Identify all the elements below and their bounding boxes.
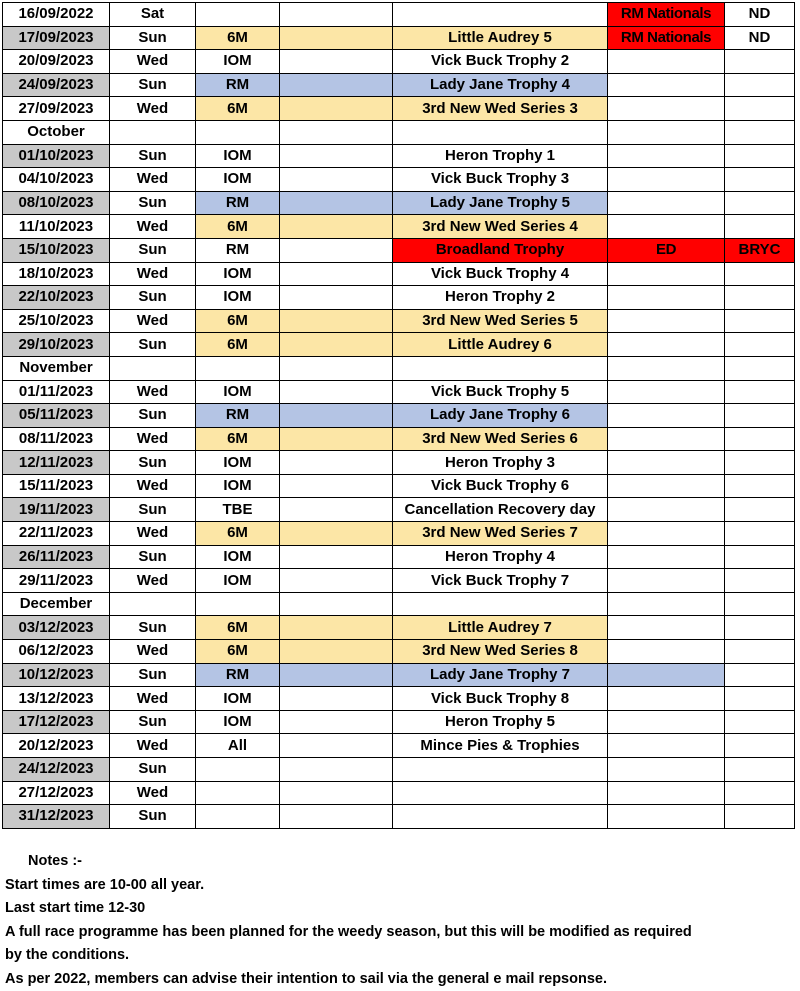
organiser-cell: ND xyxy=(725,3,795,27)
schedule-row xyxy=(3,50,795,74)
class-cell: IOM xyxy=(196,380,280,404)
event-cell: Lady Jane Trophy 7 xyxy=(393,663,608,687)
venue-cell xyxy=(608,781,725,805)
organiser-cell xyxy=(725,309,795,333)
schedule-row xyxy=(3,710,795,734)
schedule-row xyxy=(3,26,795,50)
event-cell xyxy=(393,805,608,829)
spacer-cell xyxy=(280,427,393,451)
event-cell xyxy=(393,758,608,782)
day-cell: Wed xyxy=(110,309,196,333)
organiser-cell xyxy=(725,333,795,357)
organiser-cell xyxy=(725,592,795,616)
event-cell: Vick Buck Trophy 6 xyxy=(393,474,608,498)
date-cell: 19/11/2023 xyxy=(3,498,110,522)
venue-cell xyxy=(608,427,725,451)
venue-cell xyxy=(608,309,725,333)
spacer-cell xyxy=(280,97,393,121)
venue-cell xyxy=(608,356,725,380)
schedule-row xyxy=(3,805,795,829)
day-cell: Sun xyxy=(110,758,196,782)
day-cell: Sun xyxy=(110,451,196,475)
day-cell: Sun xyxy=(110,238,196,262)
event-cell: Lady Jane Trophy 5 xyxy=(393,191,608,215)
event-cell: 3rd New Wed Series 4 xyxy=(393,215,608,239)
spacer-cell xyxy=(280,120,393,144)
organiser-cell xyxy=(725,498,795,522)
organiser-cell xyxy=(725,404,795,428)
class-cell xyxy=(196,120,280,144)
spacer-cell xyxy=(280,144,393,168)
day-cell: Wed xyxy=(110,262,196,286)
class-cell: IOM xyxy=(196,451,280,475)
venue-cell xyxy=(608,474,725,498)
venue-cell: RM Nationals xyxy=(608,26,725,50)
schedule-row xyxy=(3,73,795,97)
event-cell: Little Audrey 7 xyxy=(393,616,608,640)
day-cell: Wed xyxy=(110,781,196,805)
day-cell xyxy=(110,592,196,616)
event-cell: Vick Buck Trophy 3 xyxy=(393,168,608,192)
venue-cell xyxy=(608,592,725,616)
venue-cell xyxy=(608,97,725,121)
organiser-cell xyxy=(725,286,795,310)
day-cell: Wed xyxy=(110,215,196,239)
day-cell: Sun xyxy=(110,805,196,829)
spacer-cell xyxy=(280,569,393,593)
event-cell: 3rd New Wed Series 3 xyxy=(393,97,608,121)
spacer-cell xyxy=(280,73,393,97)
schedule-row xyxy=(3,734,795,758)
event-cell: Heron Trophy 3 xyxy=(393,451,608,475)
organiser-cell xyxy=(725,522,795,546)
spacer-cell xyxy=(280,498,393,522)
organiser-cell xyxy=(725,380,795,404)
day-cell xyxy=(110,356,196,380)
date-cell: 04/10/2023 xyxy=(3,168,110,192)
spacer-cell xyxy=(280,640,393,664)
date-cell: 08/11/2023 xyxy=(3,427,110,451)
class-cell: RM xyxy=(196,191,280,215)
date-cell: 20/12/2023 xyxy=(3,734,110,758)
schedule-row xyxy=(3,168,795,192)
organiser-cell xyxy=(725,758,795,782)
day-cell: Sun xyxy=(110,710,196,734)
day-cell: Wed xyxy=(110,569,196,593)
day-cell: Wed xyxy=(110,474,196,498)
venue-cell xyxy=(608,380,725,404)
event-cell: 3rd New Wed Series 5 xyxy=(393,309,608,333)
class-cell xyxy=(196,805,280,829)
note-line: Start times are 10-00 all year. xyxy=(5,876,205,893)
class-cell: IOM xyxy=(196,569,280,593)
schedule-row xyxy=(3,286,795,310)
spacer-cell xyxy=(280,474,393,498)
date-cell: 17/09/2023 xyxy=(3,26,110,50)
venue-cell xyxy=(608,50,725,74)
schedule-row xyxy=(3,3,795,27)
event-cell: Vick Buck Trophy 4 xyxy=(393,262,608,286)
note-line: A full race programme has been planned for the weedy season, but this will be modified as required xyxy=(5,923,692,940)
date-cell: 01/10/2023 xyxy=(3,144,110,168)
organiser-cell xyxy=(725,215,795,239)
day-cell: Sun xyxy=(110,191,196,215)
venue-cell xyxy=(608,805,725,829)
date-cell: 10/12/2023 xyxy=(3,663,110,687)
date-cell: 03/12/2023 xyxy=(3,616,110,640)
event-cell: Heron Trophy 4 xyxy=(393,545,608,569)
date-cell: 08/10/2023 xyxy=(3,191,110,215)
class-cell: IOM xyxy=(196,144,280,168)
spacer-cell xyxy=(280,734,393,758)
date-cell: 27/09/2023 xyxy=(3,97,110,121)
venue-cell xyxy=(608,168,725,192)
day-cell: Sat xyxy=(110,3,196,27)
date-cell: 27/12/2023 xyxy=(3,781,110,805)
class-cell xyxy=(196,592,280,616)
organiser-cell xyxy=(725,168,795,192)
organiser-cell xyxy=(725,805,795,829)
spacer-cell xyxy=(280,687,393,711)
organiser-cell xyxy=(725,616,795,640)
class-cell: 6M xyxy=(196,616,280,640)
organiser-cell xyxy=(725,781,795,805)
event-cell: Heron Trophy 2 xyxy=(393,286,608,310)
organiser-cell xyxy=(725,427,795,451)
schedule-row xyxy=(3,191,795,215)
event-cell: Cancellation Recovery day xyxy=(393,498,608,522)
note-line: As per 2022, members can advise their intention to sail via the general e mail repsonse. xyxy=(5,970,607,987)
date-cell: 06/12/2023 xyxy=(3,640,110,664)
class-cell: IOM xyxy=(196,262,280,286)
note-line: by the conditions. xyxy=(5,947,130,963)
day-cell: Wed xyxy=(110,427,196,451)
spacer-cell xyxy=(280,710,393,734)
schedule-row xyxy=(3,451,795,475)
organiser-cell xyxy=(725,451,795,475)
organiser-cell xyxy=(725,640,795,664)
venue-cell xyxy=(608,522,725,546)
schedule-row xyxy=(3,758,795,782)
spacer-cell xyxy=(280,451,393,475)
month-label: October xyxy=(3,120,110,144)
spacer-cell xyxy=(280,3,393,27)
date-cell: 12/11/2023 xyxy=(3,451,110,475)
class-cell: IOM xyxy=(196,286,280,310)
organiser-cell xyxy=(725,474,795,498)
schedule-row xyxy=(3,404,795,428)
date-cell: 20/09/2023 xyxy=(3,50,110,74)
event-cell: Broadland Trophy xyxy=(393,238,608,262)
organiser-cell xyxy=(725,73,795,97)
month-header-row xyxy=(3,120,795,144)
class-cell: IOM xyxy=(196,50,280,74)
class-cell: RM xyxy=(196,73,280,97)
organiser-cell xyxy=(725,356,795,380)
schedule-row xyxy=(3,238,795,262)
venue-cell xyxy=(608,262,725,286)
venue-cell xyxy=(608,734,725,758)
date-cell: 01/11/2023 xyxy=(3,380,110,404)
venue-cell xyxy=(608,498,725,522)
day-cell: Sun xyxy=(110,286,196,310)
day-cell: Wed xyxy=(110,97,196,121)
spacer-cell xyxy=(280,286,393,310)
venue-cell xyxy=(608,215,725,239)
class-cell: All xyxy=(196,734,280,758)
event-cell xyxy=(393,592,608,616)
class-cell: 6M xyxy=(196,215,280,239)
class-cell: IOM xyxy=(196,474,280,498)
venue-cell xyxy=(608,191,725,215)
day-cell xyxy=(110,120,196,144)
event-cell: Mince Pies & Trophies xyxy=(393,734,608,758)
event-cell: 3rd New Wed Series 8 xyxy=(393,640,608,664)
spacer-cell xyxy=(280,616,393,640)
class-cell xyxy=(196,758,280,782)
schedule-row xyxy=(3,309,795,333)
spacer-cell xyxy=(280,404,393,428)
schedule-row xyxy=(3,545,795,569)
class-cell xyxy=(196,356,280,380)
date-cell: 31/12/2023 xyxy=(3,805,110,829)
venue-cell xyxy=(608,710,725,734)
date-cell: 24/09/2023 xyxy=(3,73,110,97)
day-cell: Sun xyxy=(110,616,196,640)
venue-cell xyxy=(608,545,725,569)
event-cell xyxy=(393,356,608,380)
organiser-cell xyxy=(725,144,795,168)
event-cell xyxy=(393,781,608,805)
event-cell xyxy=(393,3,608,27)
organiser-cell xyxy=(725,569,795,593)
date-cell: 26/11/2023 xyxy=(3,545,110,569)
day-cell: Sun xyxy=(110,73,196,97)
date-cell: 25/10/2023 xyxy=(3,309,110,333)
venue-cell: ED xyxy=(608,238,725,262)
class-cell: RM xyxy=(196,663,280,687)
spacer-cell xyxy=(280,758,393,782)
venue-cell xyxy=(608,120,725,144)
organiser-cell: BRYC xyxy=(725,238,795,262)
event-cell: Little Audrey 6 xyxy=(393,333,608,357)
event-cell: 3rd New Wed Series 7 xyxy=(393,522,608,546)
event-cell: Lady Jane Trophy 4 xyxy=(393,73,608,97)
class-cell: 6M xyxy=(196,427,280,451)
month-header-row xyxy=(3,592,795,616)
event-cell: Little Audrey 5 xyxy=(393,26,608,50)
date-cell: 11/10/2023 xyxy=(3,215,110,239)
organiser-cell xyxy=(725,262,795,286)
schedule-row xyxy=(3,498,795,522)
venue-cell xyxy=(608,333,725,357)
spacer-cell xyxy=(280,215,393,239)
venue-cell xyxy=(608,451,725,475)
venue-cell xyxy=(608,404,725,428)
venue-cell xyxy=(608,144,725,168)
day-cell: Sun xyxy=(110,404,196,428)
schedule-row xyxy=(3,640,795,664)
organiser-cell xyxy=(725,663,795,687)
month-label: December xyxy=(3,592,110,616)
venue-cell xyxy=(608,663,725,687)
race-schedule-table xyxy=(2,2,795,829)
event-cell: Lady Jane Trophy 6 xyxy=(393,404,608,428)
spacer-cell xyxy=(280,356,393,380)
date-cell: 29/10/2023 xyxy=(3,333,110,357)
venue-cell xyxy=(608,758,725,782)
day-cell: Wed xyxy=(110,380,196,404)
class-cell xyxy=(196,3,280,27)
organiser-cell xyxy=(725,545,795,569)
schedule-row xyxy=(3,333,795,357)
day-cell: Sun xyxy=(110,144,196,168)
class-cell: 6M xyxy=(196,333,280,357)
class-cell: IOM xyxy=(196,710,280,734)
spacer-cell xyxy=(280,168,393,192)
organiser-cell xyxy=(725,50,795,74)
day-cell: Wed xyxy=(110,687,196,711)
venue-cell xyxy=(608,569,725,593)
date-cell: 13/12/2023 xyxy=(3,687,110,711)
date-cell: 15/11/2023 xyxy=(3,474,110,498)
organiser-cell xyxy=(725,97,795,121)
month-header-row xyxy=(3,356,795,380)
spacer-cell xyxy=(280,522,393,546)
spacer-cell xyxy=(280,50,393,74)
class-cell: IOM xyxy=(196,687,280,711)
notes-heading: Notes :- xyxy=(28,853,82,869)
day-cell: Wed xyxy=(110,522,196,546)
event-cell: 3rd New Wed Series 6 xyxy=(393,427,608,451)
spacer-cell xyxy=(280,238,393,262)
class-cell: 6M xyxy=(196,640,280,664)
date-cell: 16/09/2022 xyxy=(3,3,110,27)
spacer-cell xyxy=(280,333,393,357)
venue-cell: RM Nationals xyxy=(608,3,725,27)
venue-cell xyxy=(608,616,725,640)
schedule-row xyxy=(3,687,795,711)
class-cell: 6M xyxy=(196,26,280,50)
event-cell: Heron Trophy 5 xyxy=(393,710,608,734)
schedule-row xyxy=(3,97,795,121)
venue-cell xyxy=(608,687,725,711)
organiser-cell: ND xyxy=(725,26,795,50)
day-cell: Wed xyxy=(110,50,196,74)
organiser-cell xyxy=(725,710,795,734)
date-cell: 15/10/2023 xyxy=(3,238,110,262)
event-cell xyxy=(393,120,608,144)
spacer-cell xyxy=(280,592,393,616)
day-cell: Sun xyxy=(110,26,196,50)
organiser-cell xyxy=(725,191,795,215)
schedule-row xyxy=(3,474,795,498)
organiser-cell xyxy=(725,687,795,711)
day-cell: Sun xyxy=(110,663,196,687)
spacer-cell xyxy=(280,191,393,215)
event-cell: Vick Buck Trophy 2 xyxy=(393,50,608,74)
spacer-cell xyxy=(280,380,393,404)
spacer-cell xyxy=(280,663,393,687)
class-cell: IOM xyxy=(196,545,280,569)
spacer-cell xyxy=(280,26,393,50)
class-cell xyxy=(196,781,280,805)
day-cell: Wed xyxy=(110,168,196,192)
schedule-row xyxy=(3,616,795,640)
class-cell: RM xyxy=(196,238,280,262)
venue-cell xyxy=(608,73,725,97)
day-cell: Wed xyxy=(110,734,196,758)
date-cell: 22/11/2023 xyxy=(3,522,110,546)
schedule-row xyxy=(3,522,795,546)
event-cell: Vick Buck Trophy 8 xyxy=(393,687,608,711)
venue-cell xyxy=(608,640,725,664)
month-label: November xyxy=(3,356,110,380)
class-cell: 6M xyxy=(196,97,280,121)
date-cell: 22/10/2023 xyxy=(3,286,110,310)
spacer-cell xyxy=(280,805,393,829)
schedule-row xyxy=(3,569,795,593)
organiser-cell xyxy=(725,734,795,758)
spacer-cell xyxy=(280,781,393,805)
day-cell: Sun xyxy=(110,333,196,357)
spacer-cell xyxy=(280,545,393,569)
class-cell: RM xyxy=(196,404,280,428)
day-cell: Wed xyxy=(110,640,196,664)
date-cell: 17/12/2023 xyxy=(3,710,110,734)
note-line: Last start time 12-30 xyxy=(5,900,146,916)
spacer-cell xyxy=(280,262,393,286)
class-cell: 6M xyxy=(196,309,280,333)
day-cell: Sun xyxy=(110,498,196,522)
schedule-row xyxy=(3,262,795,286)
event-cell: Vick Buck Trophy 7 xyxy=(393,569,608,593)
class-cell: TBE xyxy=(196,498,280,522)
event-cell: Vick Buck Trophy 5 xyxy=(393,380,608,404)
organiser-cell xyxy=(725,120,795,144)
schedule-row xyxy=(3,427,795,451)
class-cell: 6M xyxy=(196,522,280,546)
spacer-cell xyxy=(280,309,393,333)
schedule-row xyxy=(3,781,795,805)
venue-cell xyxy=(608,286,725,310)
day-cell: Sun xyxy=(110,545,196,569)
date-cell: 24/12/2023 xyxy=(3,758,110,782)
date-cell: 29/11/2023 xyxy=(3,569,110,593)
notes-section xyxy=(5,850,795,991)
event-cell: Heron Trophy 1 xyxy=(393,144,608,168)
schedule-row xyxy=(3,380,795,404)
schedule-row xyxy=(3,144,795,168)
schedule-row xyxy=(3,663,795,687)
date-cell: 18/10/2023 xyxy=(3,262,110,286)
schedule-row xyxy=(3,215,795,239)
class-cell: IOM xyxy=(196,168,280,192)
date-cell: 05/11/2023 xyxy=(3,404,110,428)
